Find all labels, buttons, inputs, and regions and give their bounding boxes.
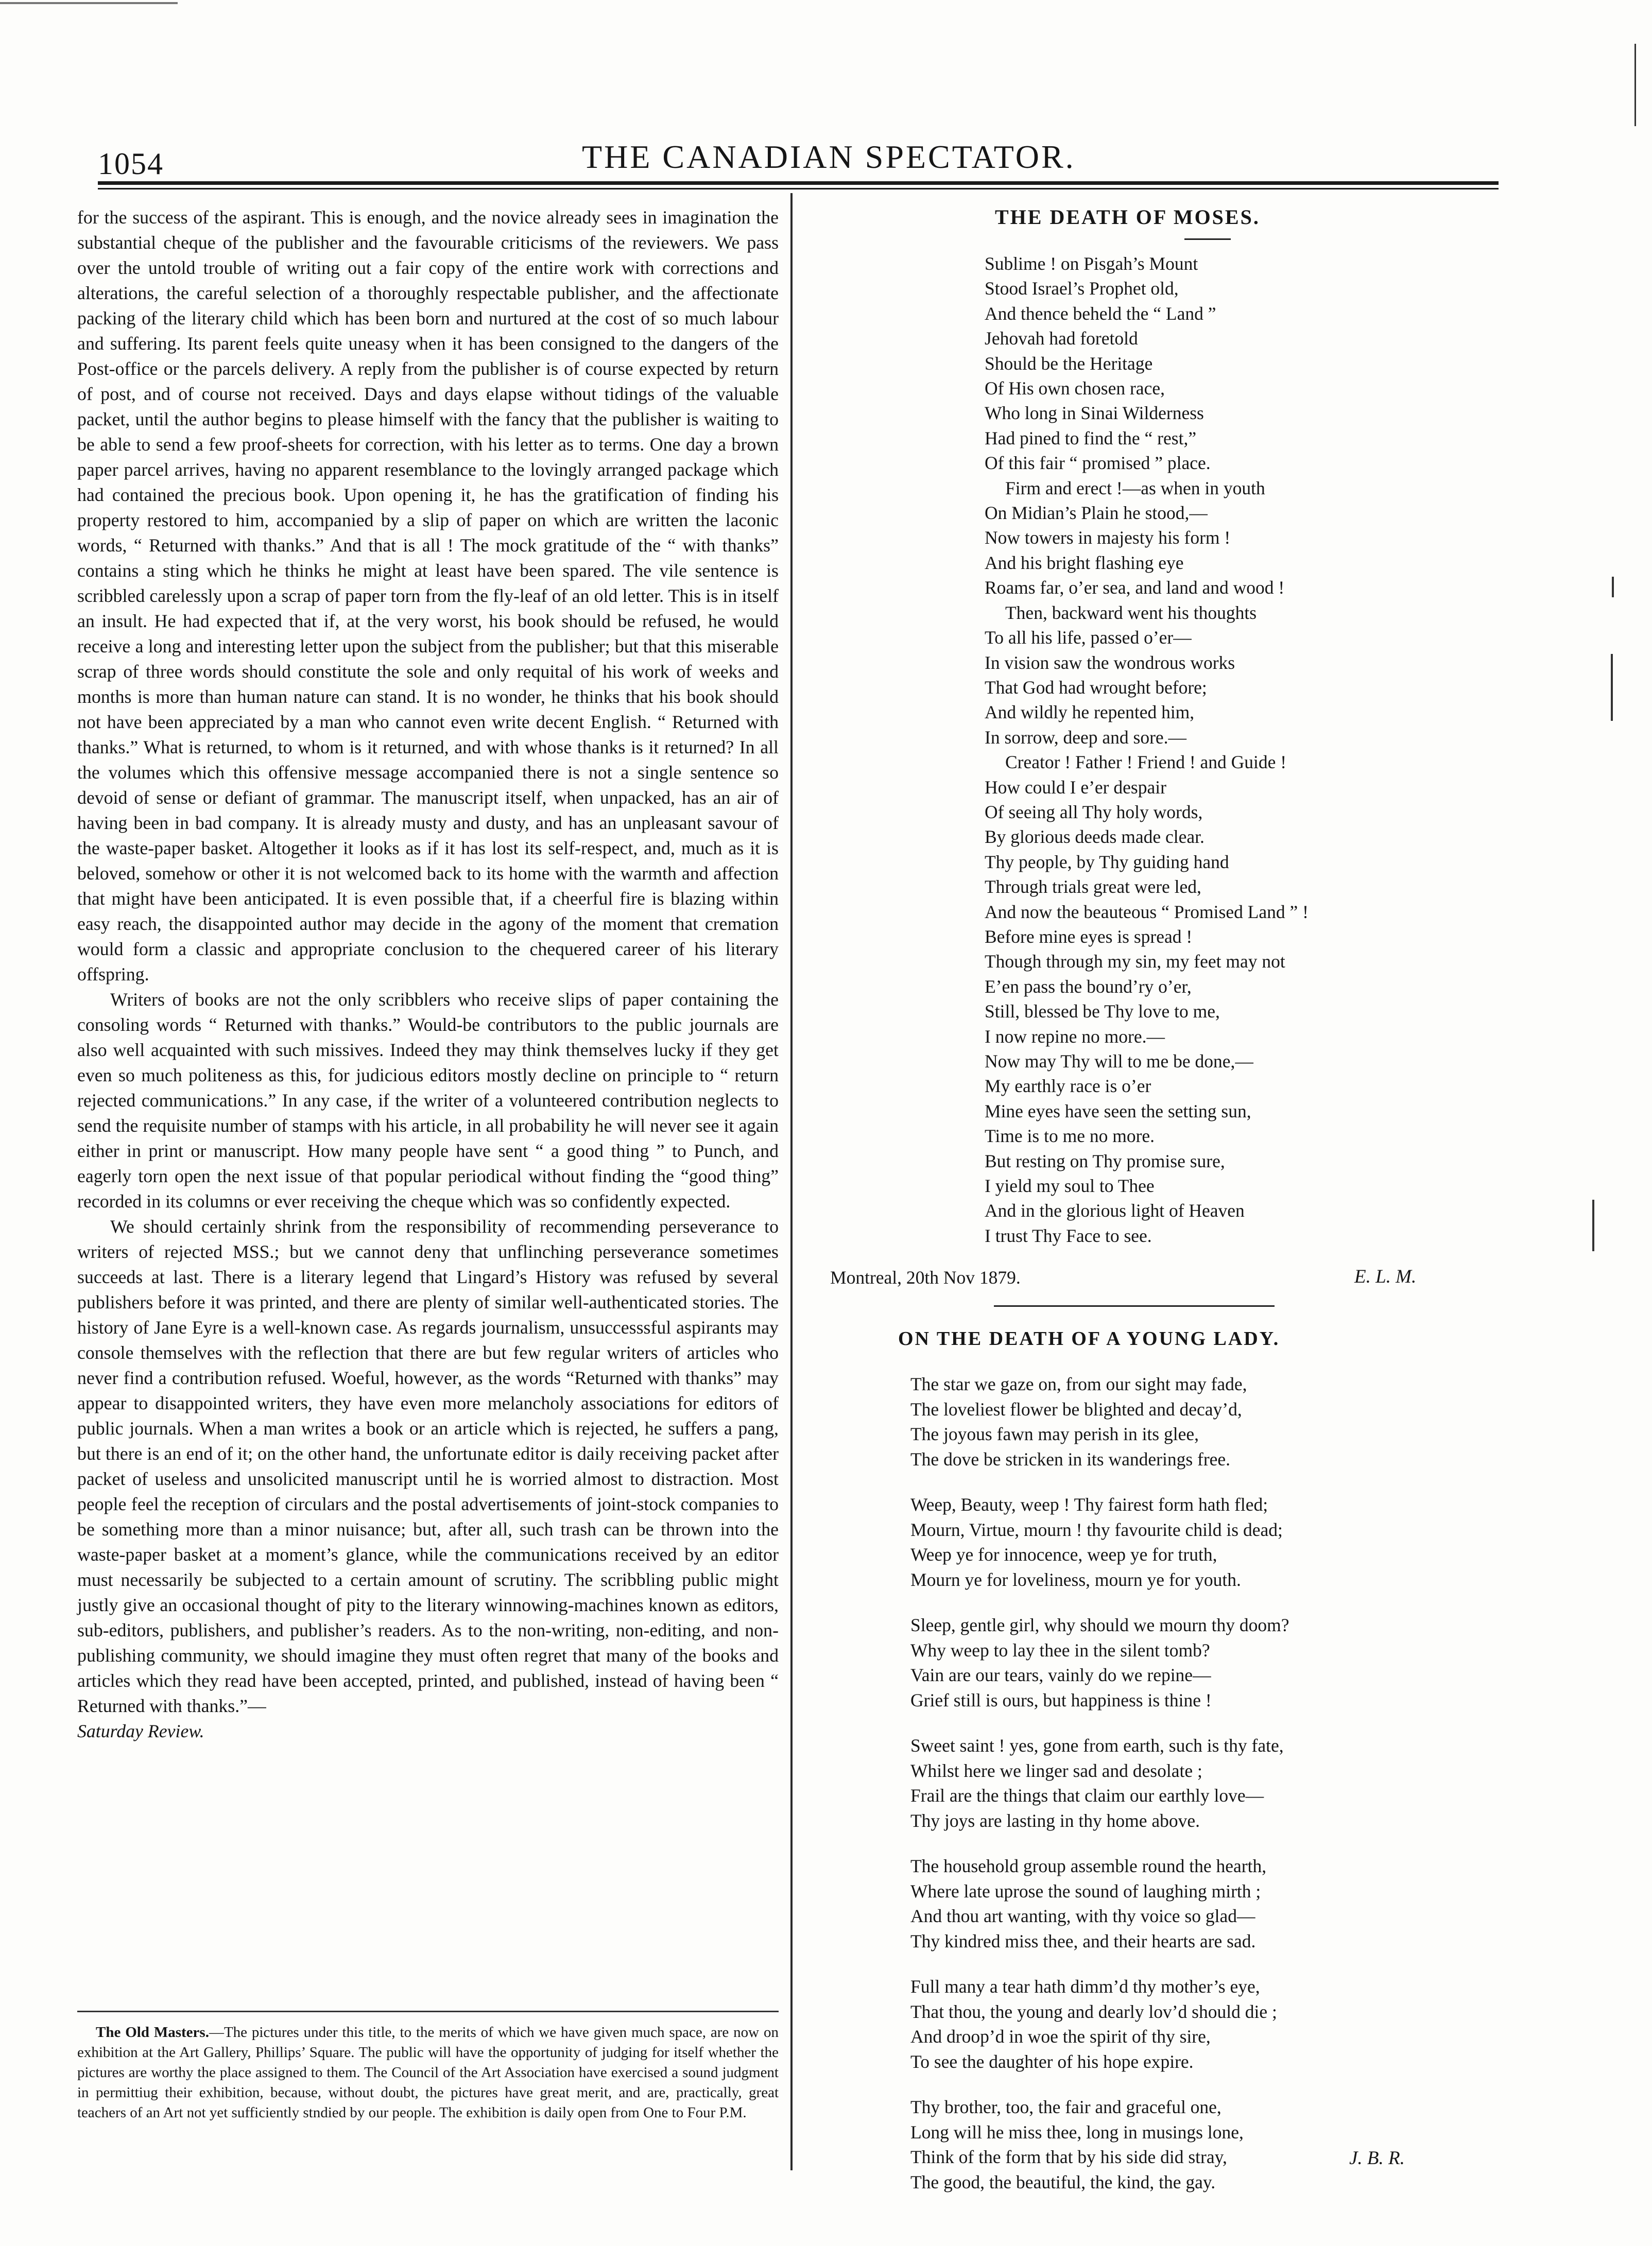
note-heading: The Old Masters. — [96, 2024, 209, 2041]
poem-line: But resting on Thy promise sure, — [985, 1150, 1225, 1171]
poem-stanza — [910, 1854, 1289, 1954]
poem-stanza — [910, 2095, 1289, 2195]
poem-line: I trust Thy Face to see. — [985, 1225, 1152, 1246]
poem-line: Of His own chosen race, — [985, 378, 1165, 399]
note-rule — [77, 2011, 779, 2012]
poem-line: To all his life, passed o’er— — [985, 627, 1192, 648]
poem-line: Vain are our tears, vainly do we repine— — [910, 1665, 1211, 1685]
masthead-rule-thick — [98, 181, 1499, 185]
page-number: 1054 — [98, 147, 164, 181]
poem-signature: E. L. M. — [1354, 1266, 1417, 1287]
poem-place-date: Montreal, 20th Nov 1879. — [830, 1267, 1021, 1288]
scan-margin-mark — [1611, 654, 1613, 721]
poem-line: Then, backward went his thoughts — [1005, 602, 1257, 623]
poem-line: Who long in Sinai Wilderness — [985, 403, 1204, 424]
poem-line: In vision saw the wondrous works — [985, 652, 1235, 673]
poem-stanza — [910, 1974, 1289, 2074]
poem-line: And thence beheld the “ Land ” — [985, 303, 1216, 324]
poem-line: And in the glorious light of Heaven — [985, 1200, 1245, 1221]
poem-line: Now may Thy will to me be done,— — [985, 1051, 1253, 1072]
poem-line: In sorrow, deep and sore.— — [985, 727, 1187, 748]
poem-line: The star we gaze on, from our sight may fade, — [910, 1374, 1247, 1394]
poem-stanza — [910, 1733, 1289, 1833]
poem-line: And now the beauteous “ Promised Land ” ! — [985, 901, 1309, 922]
poem-line: That thou, the young and dearly lov’d should die ; — [910, 2001, 1277, 2022]
article-source: Saturday Review. — [77, 1721, 204, 1741]
top-edge-rule — [0, 2, 178, 4]
poem-line: The good, the beautiful, the kind, the gay. — [910, 2171, 1216, 2192]
note-old-masters — [77, 2023, 779, 2123]
poem-line: Grief still is ours, but happiness is thine ! — [910, 1689, 1212, 1711]
poem-line: Sleep, gentle girl, why should we mourn thy doom? — [910, 1615, 1289, 1635]
poem-line: Where late uprose the sound of laughing mirth ; — [910, 1880, 1261, 1902]
poem-line: Still, blessed be Thy love to me, — [985, 1001, 1220, 1022]
poem-title-death-of-moses: THE DEATH OF MOSES. — [995, 205, 1260, 229]
article-paragraph: Writers of books are not the only scribblers who receive slips of paper containing the consoling words “ Returned with thanks.” Would-be contributors to the public journals are also well acquainted with such missives. Indeed they may think themselves lucky if they get even so much politeness as this, for judicious editors mostly decline on principle to “ return rejected communications.” In any case, if the writer of a volunteered contribution neglects to send the requisite number of stamps with his article, in all probability he will never see it again either in print or manuscript. How many people have sent “ a good thing ” to Punch, and eagerly torn open the next issue of that popular periodical without finding the “good thing” recorded in its columns or ever receiving the cheque which was so confidently expected. — [77, 989, 779, 1212]
poem-line: My earthly race is o’er — [985, 1076, 1151, 1097]
poem-line: Full many a tear hath dimm’d thy mother’s eye, — [910, 1976, 1260, 1997]
poem-line: E’en pass the bound’ry o’er, — [985, 976, 1192, 997]
poem-line: Of seeing all Thy holy words, — [985, 801, 1203, 822]
article-returned-with-thanks — [77, 205, 779, 1744]
poem-line: By glorious deeds made clear. — [985, 826, 1204, 848]
poem-line: The dove be stricken in its wanderings free. — [910, 1448, 1231, 1470]
poem-line: On Midian’s Plain he stood,— — [985, 503, 1208, 524]
poem-line: And thou art wanting, with thy voice so glad— — [910, 1906, 1255, 1926]
poem-line: Mourn ye for loveliness, mourn ye for youth. — [910, 1569, 1241, 1590]
poem-line: How could I e’er despair — [985, 776, 1166, 798]
poem-stanza — [910, 1492, 1289, 1592]
poem-line: I now repine no more.— — [985, 1026, 1165, 1047]
poem-line: Jehovah had foretold — [985, 328, 1138, 349]
column-divider — [790, 193, 793, 2170]
poem-line: Mine eyes have seen the setting sun, — [985, 1100, 1251, 1121]
poem-stanza — [910, 1372, 1289, 1472]
poem-line: Had pined to find the “ rest,” — [985, 427, 1197, 448]
poem-line: Firm and erect !—as when in youth — [1005, 477, 1265, 498]
poem-line: Stood Israel’s Prophet old, — [985, 278, 1179, 299]
poem-line: Why weep to lay thee in the silent tomb? — [910, 1639, 1210, 1661]
poem-line: Sublime ! on Pisgah’s Mount — [985, 253, 1198, 274]
poem-line: Sweet saint ! yes, gone from earth, such is thy fate, — [910, 1735, 1284, 1756]
poem-line: Roams far, o’er sea, and land and wood ! — [985, 577, 1285, 598]
masthead-title: THE CANADIAN SPECTATOR. — [582, 139, 1076, 175]
poem-line: I yield my soul to Thee — [985, 1176, 1155, 1197]
article-paragraph: We should certainly shrink from the responsibility of recommending perseverance to writers of rejected MSS.; but we cannot deny that unflinching perseverance sometimes succeeds at last. There is a literary legend that Lingard’s History was refused by several publishers before it was printed, and there are plenty of similar well-authenticated stories. The history of Jane Eyre is a well-known case. As regards journalism, unsuccesssful aspirants may console themselves with the reflection that there are but few regular writers of articles who never find a contribution refused. Woeful, however, as the words “Returned with thanks” may appear to disappointed writers, they have even more melancholy associations for editors of public journals. When a man writes a book or an article which is rejected, he suffers a pang, but there is an end of it; on the other hand, the unfortunate editor is daily receiving packet after packet of useless and unsolicited manuscript until he is worried almost to distraction. Most people feel the reception of circulars and the postal advertisements of joint-stock companies to be something more than a minor nuisance; but, after all, such trash can be thrown into the waste-paper basket at a moment’s glance, while the communications received by an editor must necessarily be subjected to a certain amount of scrutiny. The scribbling public might justly give an occasional thought of pity to the literary winnowing-machines known as editors, sub-editors, publishers, and publisher’s readers. As to the non-writing, non-editing, and non-publishing community, we should imagine they must often regret that many of the books and articles which they read have been accepted, printed, and published, instead of having been “ Returned with thanks.”— — [77, 1216, 779, 1716]
poem-line: Creator ! Father ! Friend ! and Guide ! — [1005, 752, 1287, 773]
poem-line: Weep ye for innocence, weep ye for truth, — [910, 1544, 1217, 1565]
masthead-rule-thin — [98, 188, 1499, 189]
poem-line: Of this fair “ promised ” place. — [985, 453, 1211, 474]
title-underline — [1184, 238, 1231, 240]
poem-line: The joyous fawn may perish in its glee, — [910, 1424, 1199, 1444]
poem-signature: J. B. R. — [1349, 2148, 1405, 2169]
poem-line: To see the daughter of his hope expire. — [910, 2051, 1194, 2072]
poem-line: And his bright flashing eye — [985, 552, 1184, 573]
poem-line: The household group assemble round the hearth, — [910, 1856, 1267, 1876]
poem-line: Weep, Beauty, weep ! Thy fairest form hath fled; — [910, 1494, 1268, 1515]
poem-death-of-young-lady — [910, 1372, 1289, 2215]
poem-line: Thy brother, too, the fair and graceful one, — [910, 2097, 1221, 2117]
scan-margin-mark — [1634, 44, 1636, 126]
poem-line: Should be the Heritage — [985, 353, 1153, 374]
poem-line: Thy people, by Thy guiding hand — [985, 851, 1229, 872]
poem-line: Thy kindred miss thee, and their hearts are sad. — [910, 1930, 1256, 1951]
poem-line: Whilst here we linger sad and desolate ; — [910, 1760, 1202, 1781]
poem-line: Now towers in majesty his form ! — [985, 527, 1231, 548]
scan-margin-mark — [1612, 577, 1614, 597]
poem-line: Mourn, Virtue, mourn ! thy favourite child is dead; — [910, 1519, 1283, 1540]
poem-line: Time is to me no more. — [985, 1126, 1155, 1147]
poem-line: Though through my sin, my feet may not — [985, 951, 1285, 972]
poem-line: The loveliest flower be blighted and decay’d, — [910, 1398, 1242, 1420]
poem-line: And wildly he repented him, — [985, 702, 1195, 723]
poem-line: Frail are the things that claim our earthly love— — [910, 1785, 1264, 1806]
poem-line: Through trials great were led, — [985, 876, 1201, 897]
section-rule — [994, 1305, 1275, 1307]
poem-title-death-of-young-lady: ON THE DEATH OF A YOUNG LADY. — [898, 1328, 1280, 1350]
poem-line: And droop’d in woe the spirit of thy sire, — [910, 2026, 1211, 2047]
poem-line: Thy joys are lasting in thy home above. — [910, 1810, 1200, 1831]
note-text: —The pictures under this title, to the merits of which we have given much space, are now on exhibition at the Art Gallery, Phillips’ Square. The public will have the opportunity of judging for itself whether the pictures are worthy the place assigned to them. The Council of the Art Association have exercised a sound judgment in permittiug their exhibition, because, without doubt, the pictures have great merit, and are, practically, great teachers of an Art not yet sufficiently stndied by our people. The exhibition is daily open from One to Four P.M. — [77, 2024, 779, 2121]
poem-death-of-moses — [985, 251, 1309, 1248]
poem-line: Before mine eyes is spread ! — [985, 926, 1193, 947]
poem-line: That God had wrought before; — [985, 677, 1207, 698]
poem-line: Long will he miss thee, long in musings lone, — [910, 2121, 1244, 2143]
article-paragraph: for the success of the aspirant. This is enough, and the novice already sees in imagination the substantial cheque of the publisher and the favourable criticisms of the reviewers. We pass over the untold trouble of writing out a fair copy of the entire work with corrections and alterations, the careful selection of a thoroughly respectable publisher, and the affectionate packing of the literary child which has been born and nurtured at the cost of so much labour and suffering. Its parent feels quite uneasy when it has been consigned to the dangers of the Post-office or the parcels delivery. A reply from the publisher is of course expected by return of post, and of course not received. Days and days elapse without tidings of the valuable packet, until the author begins to please himself with the fancy that the publisher is waiting to be able to send a few proof-sheets for correction, with his letter as to terms. One day a brown paper parcel arrives, having no apparent resemblance to the lovingly arranged package which had contained the precious book. Upon opening it, he has the gratification of finding his property restored to him, accompanied by a slip of paper on which are written the laconic words, “ Returned with thanks.” And that is all ! The mock gratitude of the “ with thanks” contains a sting which he thinks he might at least have been spared. The vile sentence is scribbled carelessly upon a scrap of paper torn from the fly-leaf of an old letter. This is in itself an insult. He had expected that if, at the very worst, his book should be refused, he would receive a long and interesting letter upon the subject from the publisher; but that this miserable scrap of three words should constitute the sole and only requital of his work of weeks and months is more than human nature can stand. It is no wonder, he thinks that his book should not have been appreciated by a man who cannot even write decent English. “ Returned with thanks.” What is returned, to whom is it returned, and with whose thanks is it returned? In all the volumes which this offensive message accompanied there is not a single sentence so devoid of sense or defiant of grammar. The manuscript itself, when unpacked, has an air of having been in bad company. It is already musty and dusty, and has an unpleasant savour of the waste-paper basket. Altogether it looks as if it has lost its self-respect, and, much as it is beloved, somehow or other it is not welcomed back to its home with the warmth and affection that might have been anticipated. It is even possible that, if a cheerful fire is blazing within easy reach, the disappointed author may decide in the agony of the moment that cremation would form a classic and appropriate conclusion to the chequered career of his literary offspring. — [77, 207, 779, 984]
scan-margin-mark — [1592, 1200, 1594, 1251]
poem-stanza — [910, 1613, 1289, 1713]
poem-line: Think of the form that by his side did stray, — [910, 2147, 1227, 2167]
